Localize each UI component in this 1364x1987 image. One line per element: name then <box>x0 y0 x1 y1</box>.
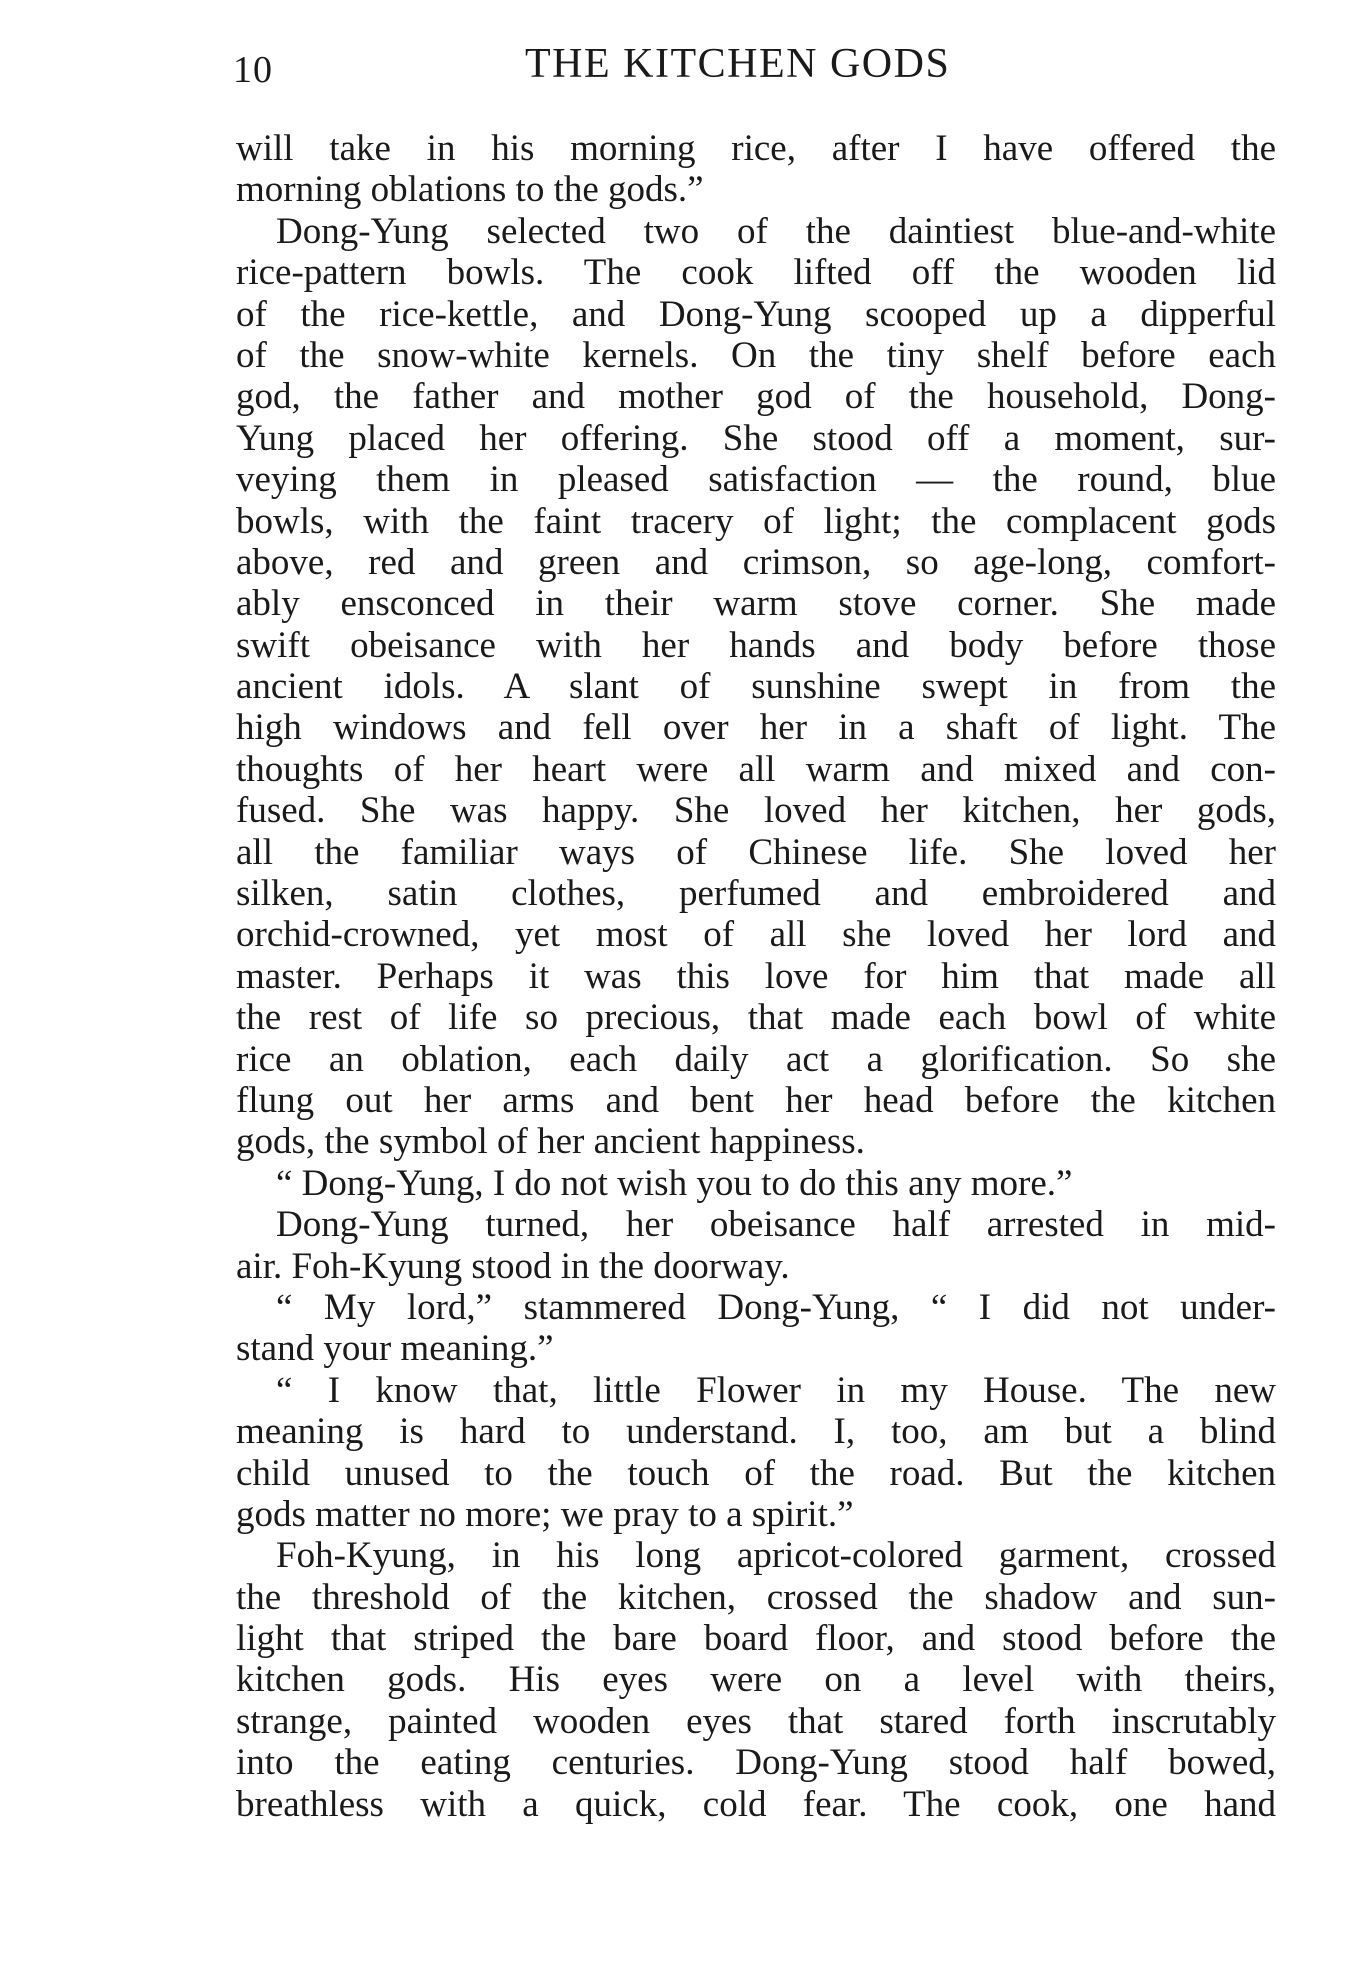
text-line: all the familiar ways of Chinese life. She loved her <box>236 831 1276 873</box>
text-line: ancient idols. A slant of sunshine swept in from the <box>236 666 1276 708</box>
text-line: fused. She was happy. She loved her kitchen, her gods, <box>236 790 1276 832</box>
text-line: child unused to the touch of the road. But the kitchen <box>236 1452 1276 1494</box>
text-line: gods matter no more; we pray to a spirit.” <box>236 1493 854 1535</box>
text-line: “ Dong-Yung, I do not wish you to do this any more.” <box>276 1162 1073 1204</box>
text-line: rice an oblation, each daily act a glorification. So she <box>236 1038 1276 1080</box>
text-line: swift obeisance with her hands and body before those <box>236 624 1276 666</box>
text-line: will take in his morning rice, after I have offered the <box>236 128 1276 169</box>
text-line: above, red and green and crimson, so age-long, comfort- <box>236 541 1276 583</box>
text-line: gods, the symbol of her ancient happiness. <box>236 1121 865 1163</box>
text-line: morning oblations to the gods.” <box>236 169 704 211</box>
text-line: thoughts of her heart were all warm and mixed and con- <box>236 748 1276 790</box>
text-line: master. Perhaps it was this love for him that made all <box>236 955 1276 997</box>
page-number: 10 <box>233 49 273 91</box>
text-line: kitchen gods. His eyes were on a level with theirs, <box>236 1659 1276 1701</box>
text-line: silken, satin clothes, perfumed and embroidered and <box>236 873 1276 915</box>
text-line: air. Foh-Kyung stood in the doorway. <box>236 1245 790 1287</box>
text-line: ably ensconced in their warm stove corner. She made <box>236 583 1276 625</box>
text-line: stand your meaning.” <box>236 1328 554 1370</box>
text-line: “ I know that, little Flower in my House. The new <box>276 1369 1276 1411</box>
text-line: the rest of life so precious, that made each bowl of white <box>236 997 1276 1039</box>
body-text <box>236 128 1276 1825</box>
text-line: rice-pattern bowls. The cook lifted off the wooden lid <box>236 252 1276 294</box>
text-line: of the snow-white kernels. On the tiny shelf before each <box>236 334 1276 376</box>
running-title: THE KITCHEN GODS <box>525 41 951 87</box>
text-line: Yung placed her offering. She stood off a moment, sur- <box>236 417 1276 459</box>
text-line: flung out her arms and bent her head before the kitchen <box>236 1079 1276 1121</box>
text-line: Foh-Kyung, in his long apricot-colored garment, crossed <box>276 1535 1276 1577</box>
text-line: Dong-Yung selected two of the daintiest blue-and-white <box>276 210 1276 252</box>
text-line: meaning is hard to understand. I, too, am but a blind <box>236 1411 1276 1453</box>
text-line: veying them in pleased satisfaction — the round, blue <box>236 459 1276 501</box>
running-header <box>0 40 1364 100</box>
text-line: high windows and fell over her in a shaft of light. The <box>236 707 1276 749</box>
text-line: into the eating centuries. Dong-Yung stood half bowed, <box>236 1742 1276 1784</box>
text-line: the threshold of the kitchen, crossed the shadow and sun- <box>236 1576 1276 1618</box>
text-line: “ My lord,” stammered Dong-Yung, “ I did not under- <box>276 1286 1276 1328</box>
text-line: bowls, with the faint tracery of light; the complacent gods <box>236 500 1276 542</box>
text-line: Dong-Yung turned, her obeisance half arrested in mid- <box>276 1204 1276 1246</box>
text-line: orchid-crowned, yet most of all she loved her lord and <box>236 914 1276 956</box>
text-line: strange, painted wooden eyes that stared forth inscrutably <box>236 1700 1276 1742</box>
text-line: god, the father and mother god of the household, Dong- <box>236 376 1276 418</box>
text-line: breathless with a quick, cold fear. The cook, one hand <box>236 1783 1276 1825</box>
text-line: light that striped the bare board floor, and stood before the <box>236 1618 1276 1660</box>
text-line: of the rice-kettle, and Dong-Yung scooped up a dipperful <box>236 293 1276 335</box>
